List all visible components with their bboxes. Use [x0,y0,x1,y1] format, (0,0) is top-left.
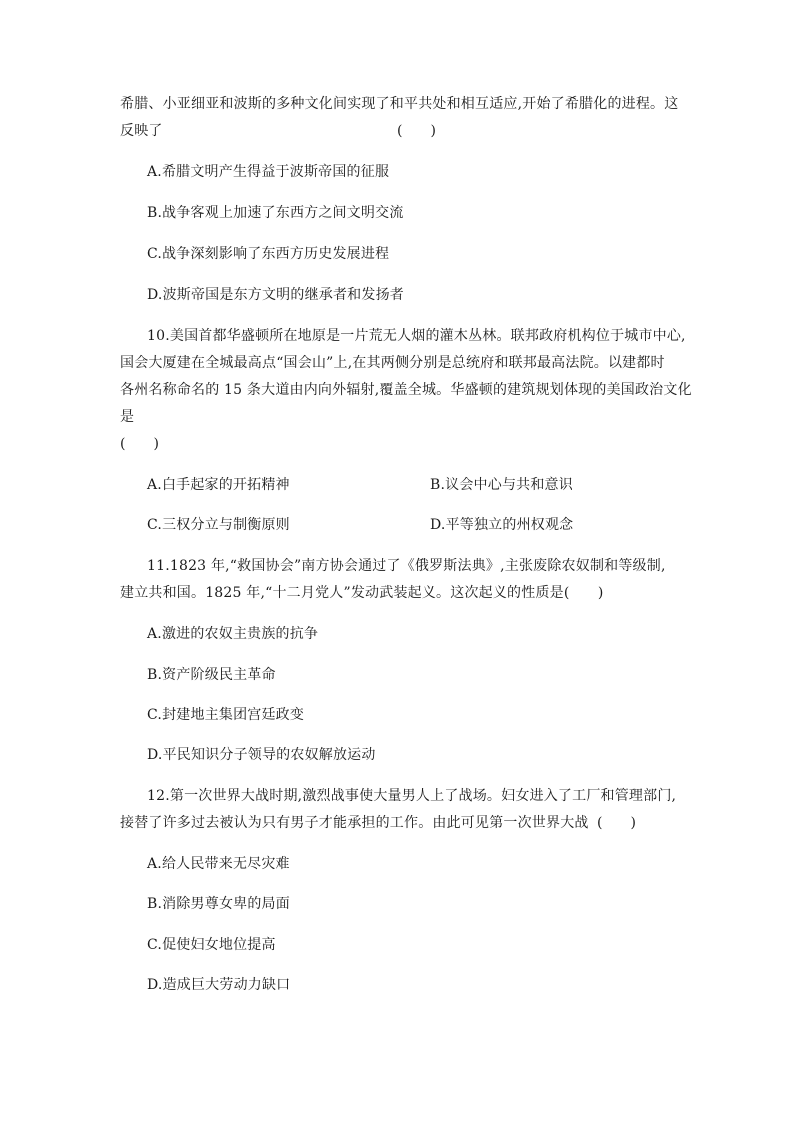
q10-stem-line-2: 国会大厦建在全城最高点“国会山”上,在其两侧分别是总统府和联邦最高法院。以建都时 [120,355,665,371]
q11-option-c: C.封建地主集团宫廷政变 [147,707,305,723]
q9-option-c: C.战争深刻影响了东西方历史发展进程 [147,246,390,262]
q10-option-a: A.白手起家的开拓精神 [147,477,290,493]
q12-answer-paren: ( ) [597,815,636,831]
q9-answer-paren: ( ) [397,123,436,139]
q10-stem-line-3: 各州名称命名的 15 条大道由内向外辐射,覆盖全城。华盛顿的建筑规划体现的美国政治文化 [120,382,692,398]
q10-stem-line-4: 是 [120,409,135,425]
q10-option-c: C.三权分立与制衡原则 [147,517,290,533]
q10-option-d: D.平等独立的州权观念 [430,517,574,533]
q9-stem-line-1: 希腊、小亚细亚和波斯的多种文化间实现了和平共处和相互适应,开始了希腊化的进程。这 [120,96,679,112]
q12-option-b: B.消除男尊女卑的局面 [147,896,290,912]
q9-option-d: D.波斯帝国是东方文明的继承者和发扬者 [147,287,404,303]
q12-stem-line-2: 接替了许多过去被认为只有男子才能承担的工作。由此可见第一次世界大战 [120,815,589,831]
q11-option-b: B.资产阶级民主革命 [147,667,276,683]
q12-option-a: A.给人民带来无尽灾难 [147,856,290,872]
q10-stem-line-1: 10.美国首都华盛顿所在地原是一片荒无人烟的灌木丛林。联邦政府机构位于城市中心, [147,328,686,344]
q9-option-a: A.希腊文明产生得益于波斯帝国的征服 [147,164,390,180]
q11-stem-line-1: 11.1823 年,“救国协会”南方协会通过了《俄罗斯法典》,主张废除农奴制和等级制, [147,558,666,574]
q10-answer-paren: ( ) [120,436,159,452]
q11-stem-line-2: 建立共和国。1825 年,“十二月党人”发动武装起义。这次起义的性质是( ) [120,585,604,601]
q12-stem-line-1: 12.第一次世界大战时期,激烈战事使大量男人上了战场。妇女进入了工厂和管理部门, [147,788,677,804]
q11-option-d: D.平民知识分子领导的农奴解放运动 [147,747,376,763]
q9-option-b: B.战争客观上加速了东西方之间文明交流 [147,205,404,221]
q11-option-a: A.激进的农奴主贵族的抗争 [147,626,319,642]
q9-stem-line-2: 反映了 [120,123,163,139]
q12-option-c: C.促使妇女地位提高 [147,937,276,953]
q12-option-d: D.造成巨大劳动力缺口 [147,977,291,993]
q10-option-b: B.议会中心与共和意识 [430,477,573,493]
